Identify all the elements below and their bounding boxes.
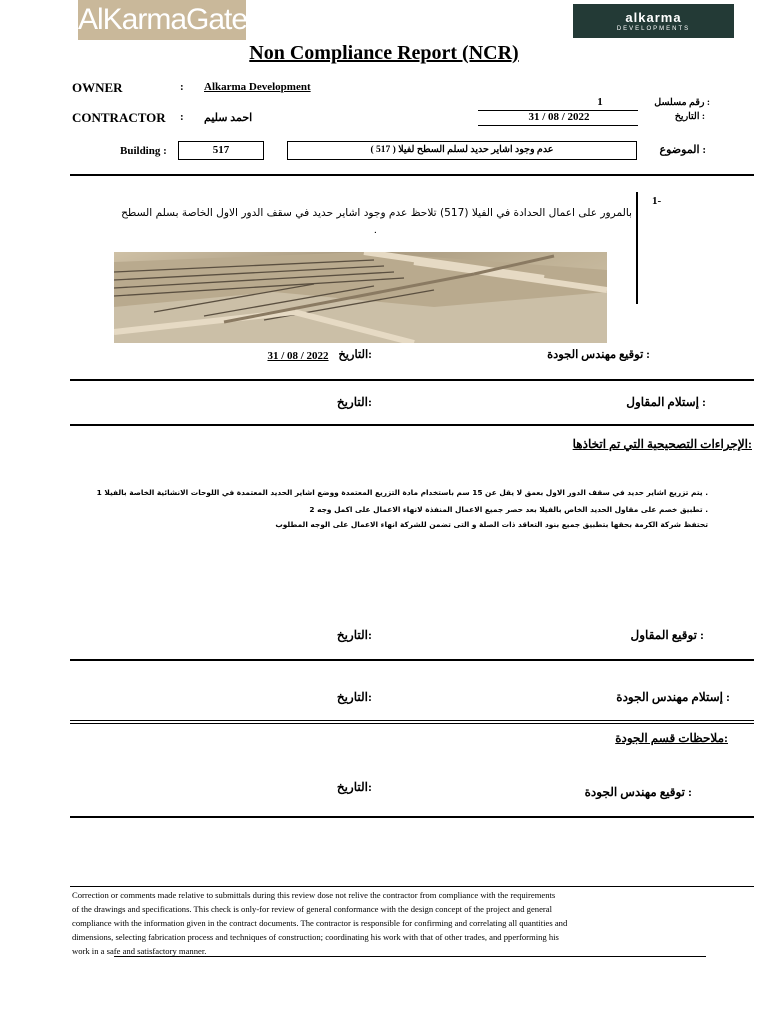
contractor-label: CONTRACTOR [72,110,166,125]
page-title: Non Compliance Report (NCR) [249,42,519,64]
contractor-receipt-label: : إستلام المقاول [626,395,706,409]
serial-value: 1 [597,96,603,108]
building-value-box [178,141,264,160]
disclaimer-line-2: of the drawings and specifications. This check is only-for review of general conformance with the design concept of the project and general [72,904,552,914]
logo-left-text: AlKarmaGates [78,3,262,36]
site-photo [114,252,607,343]
divider-2 [70,379,754,381]
subject-label: : الموضوع [659,144,706,156]
corrective-actions-heading: :الإجراءات التصحيحية التي تم اتخاذها [572,437,752,451]
date-label: : التاريخ [674,112,705,122]
quality-receipt-label: : إستلام مهندس الجودة [616,690,730,704]
finding-vertical-rule [636,192,638,304]
divider-6 [70,816,754,818]
alkarma-gates-logo [78,0,262,40]
sign2-date-label: :التاريخ [336,628,372,642]
divider-5b [70,723,754,724]
corrective-item-1: . يتم تزريع اشاير حديد في سقف الدور الاول بعمق لا يقل عن 15 سم باستخدام مادة التزريع المعتمدة ووضع اشاير الحديد المعتمدة في اللوحات الانشائية الخاصة بالفيلا 1 [96,488,708,497]
owner-colon: : [180,81,184,93]
divider-1 [70,174,754,176]
subject-value: عدم وجود اشاير حديد لسلم السطح لفيلا ( 517 ) [370,145,554,155]
rebar-slab-image [114,252,607,343]
logo-right-text: alkarma [625,10,682,25]
sign1-date-value: 31 / 08 / 2022 [267,350,329,362]
divider-3 [70,424,754,426]
alkarma-developments-logo [573,4,734,38]
quality-notes-heading: :ملاحظات قسم الجودة [615,731,728,745]
finding-number: 1- [652,195,662,207]
disclaimer-line-4: dimensions, selecting fabrication process and techniques of construction; coordinating his work with that of other trades, and pperforming his [72,932,559,942]
disclaimer [72,888,712,958]
disclaimer-top-rule [70,886,754,887]
quality-notes-date-label: :التاريخ [336,780,372,794]
finding-text: بالمرور على اعمال الحدادة في الفيلا (517) تلاحظ عدم وجود اشاير حديد في سقف الدور الاول الخاصة بسلم السطح [121,207,632,219]
building-label: Building : [120,145,167,157]
subject-box [287,141,637,160]
date-value: 31 / 08 / 2022 [528,111,590,123]
logo-right-subtext: DEVELOPMENTS [616,26,691,32]
finding-dot: . [374,224,377,236]
date-underline [478,125,638,126]
owner-value: Alkarma Development [204,81,311,93]
quality-notes-engineer-label: : توقيع مهندس الجودة [584,785,692,799]
disclaimer-line-1: Correction or comments made relative to submittals during this review dose not relive the contractor from compliance with the requirements [72,890,556,900]
contractor-value: احمد سليم [204,112,253,124]
disclaimer-line-5: work in a safe and satisfactory manner. [72,946,207,956]
disclaimer-bottom-rule [114,956,706,957]
corrective-item-2: . تطبيق خصم على مقاول الحديد الخاص بالفيلا بعد حصر جميع الاعمال المنفذة لانهاء الاعمال على اكمل وجه 2 [309,505,708,514]
disclaimer-line-3: compliance with the information given in the contract documents. The contractor is responsible for confirming and correlating all quantities and [72,918,568,928]
sign1-date-label: :التاريخ [338,349,372,361]
quality-engineer-sign-label: : توقيع مهندس الجودة [547,349,650,361]
serial-label: : رقم مسلسل [654,98,710,108]
building-value: 517 [212,144,230,156]
quality-receipt-date-label: :التاريخ [336,690,372,704]
contractor-receipt-date-label: :التاريخ [336,395,372,409]
owner-label: OWNER [72,80,123,95]
contractor-colon: : [180,111,184,123]
divider-5a [70,720,754,721]
divider-4 [70,659,754,661]
corrective-item-3: تحتفظ شركة الكرمة بحقها بتطبيق جميع بنود التعاقد ذات الصلة و التى تضمن للشركة انهاء الاعمال على الوجه المطلوب [275,520,708,529]
contractor-sign-label: : توقيع المقاول [630,628,704,642]
